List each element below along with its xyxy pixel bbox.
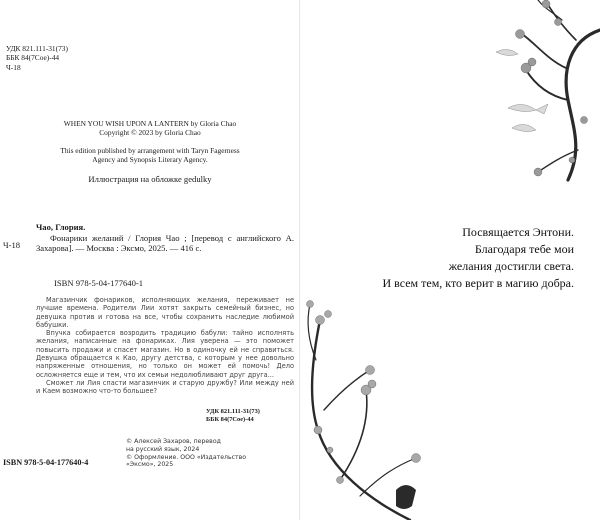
copyright-line: © Оформление. ООО «Издательство xyxy=(126,453,247,461)
udk-block xyxy=(6,44,68,72)
dedication-line: Благодаря тебе мои xyxy=(474,242,574,256)
catalog-record xyxy=(36,222,294,254)
annotation-paragraph: Магазинчик фонариков, исполняющих желания, переживает не лучшие времена. Родители Лии хотят закрыть семейный бизнес, но девушка против и готова на все, чтобы сохранить наследие любимой бабушки. xyxy=(36,296,294,329)
blossom-branch-top-illustration xyxy=(300,0,600,200)
annotation-paragraph: Впучка собирается возродить традицию бабули: тайно исполнять желания, написанные на фонариках. Лия уверена — это поможет повысить продажи и спасет магазин. Но в одиночку ей не справиться. Девушка обращается к Као, другу детства, с которым у нее довольно напряженные отношения, но только он может ей помочь! Дело осложняется еще и тем, что их семьи недолюбливают друг друга... xyxy=(36,329,294,379)
blossom-branch-bottom-illustration xyxy=(300,300,600,520)
original-copyright: Copyright © 2023 by Gloria Chao xyxy=(99,128,201,138)
bbk-code: ББК 84(7Сое)-44 xyxy=(6,53,60,63)
arrangement-line: This edition published by arrangement with Taryn Fagerness xyxy=(60,145,240,155)
annotation xyxy=(36,296,294,396)
isbn-bottom: ISBN 978-5-04-177640-4 xyxy=(3,458,89,467)
copyright-line: © Алексей Захаров, перевод xyxy=(126,438,221,445)
dedication-page xyxy=(300,0,600,520)
copyright-line: на русский язык, 2024 xyxy=(126,445,200,453)
illustration-credit: Иллюстрация на обложке gedulky xyxy=(88,174,212,184)
copyright-line: «Эксмо», 2025 xyxy=(126,461,174,469)
catalog-author: Чао, Глория. xyxy=(36,222,86,232)
author-mark: Ч-18 xyxy=(6,62,21,72)
bbk-code: ББК 84(7Сое)-44 xyxy=(206,416,254,423)
udk-bottom xyxy=(206,408,260,424)
shelf-mark: Ч-18 xyxy=(3,240,21,250)
dedication-line: желания достигли света. xyxy=(448,259,574,273)
catalog-entry: Фонарики желаний / Глория Чао ; [перевод с английского А. Захарова]. — Москва : Эксмо, 2025. — 416 с. xyxy=(36,232,294,254)
copyright-notice xyxy=(126,438,296,469)
dedication xyxy=(382,224,574,292)
annotation-paragraph: Сможет ли Лия спасти магазинчик и старую дружбу? Или между ней и Каем возможно что-то большее? xyxy=(36,378,294,396)
rights-block xyxy=(0,119,300,165)
original-title: WHEN YOU WISH UPON A LANTERN by Gloria Chao xyxy=(63,119,237,128)
arrangement-line: Agency and Synopsis Literary Agency. xyxy=(92,155,208,165)
dedication-line: И всем тем, кто верит в магию добра. xyxy=(382,276,574,290)
udk-code: УДК 821.111-31(73) xyxy=(206,408,260,415)
isbn: ISBN 978-5-04-177640-1 xyxy=(54,278,144,288)
udk-code: УДК 821.111-31(73) xyxy=(6,44,68,53)
dedication-line: Посвящается Энтони. xyxy=(462,225,574,239)
